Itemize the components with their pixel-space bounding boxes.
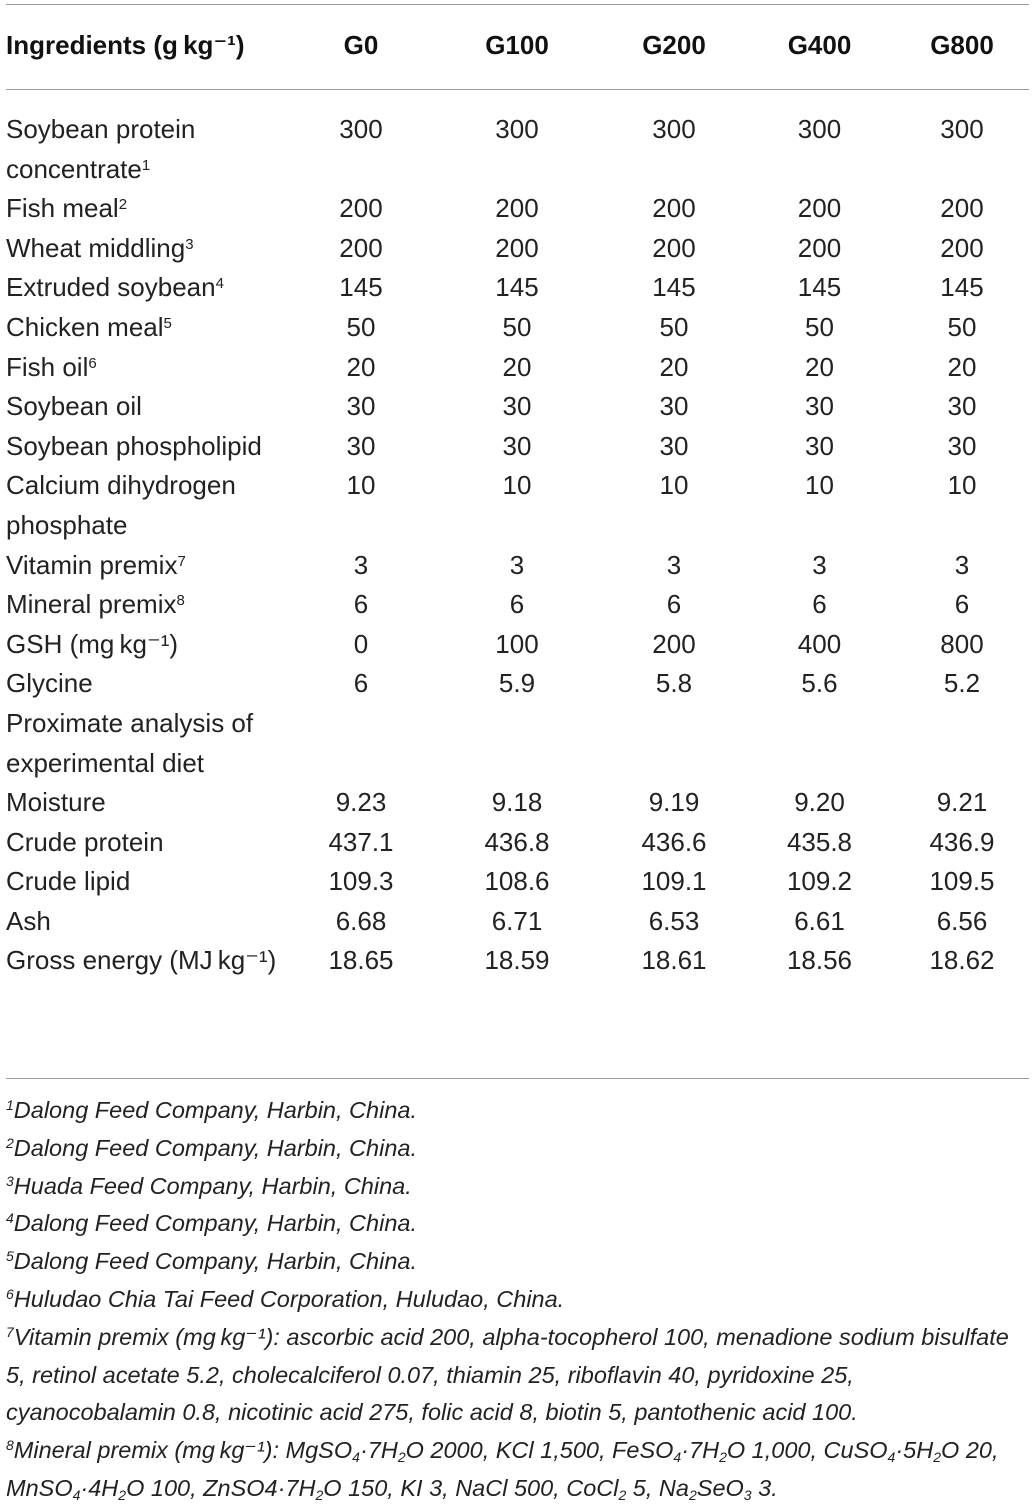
value-cell: 145: [797, 272, 842, 303]
value-cell: 30: [502, 430, 532, 461]
ingredient-label: [6, 189, 292, 229]
ingredient-label: [6, 546, 292, 586]
value-cell: 200: [652, 193, 696, 224]
value-cell: 400: [797, 628, 842, 659]
ingredient-label: [6, 823, 292, 863]
ingredient-label: [6, 704, 292, 783]
footnote-text: O 20, MnSO: [6, 1437, 999, 1501]
ingredient-name: Crude lipid: [6, 866, 131, 897]
footnote-marker: 3: [185, 235, 194, 253]
ingredient-name: Calcium dihydrogen phosphate: [6, 470, 236, 540]
value-cell: 50: [502, 311, 532, 342]
diet-composition-table: [6, 0, 1029, 981]
table-row: [6, 862, 1029, 902]
footnote-marker: 4: [215, 275, 224, 293]
footnote-marker: 7: [177, 552, 186, 570]
chemical-subscript: 2: [933, 1449, 942, 1466]
value-cell: 145: [940, 272, 984, 303]
table-row: [6, 189, 1029, 229]
footnote-marker: 6: [88, 354, 97, 372]
table-row: [6, 268, 1029, 308]
footnote-text: ·7H: [681, 1437, 720, 1464]
value-cell: 437.1: [328, 826, 394, 857]
value-cell: 435.8: [786, 826, 853, 857]
value-cell: 10: [947, 470, 977, 501]
value-cell: 30: [346, 430, 376, 461]
footnote-number: 2: [6, 1134, 14, 1151]
value-cell: 9.18: [491, 787, 543, 818]
footnote: [6, 1281, 1029, 1319]
value-cell: [744, 704, 895, 783]
value-cell: 145: [495, 272, 539, 303]
value-cell: 50: [659, 311, 689, 342]
chemical-subscript: 4: [72, 1486, 81, 1503]
value-cell: 200: [940, 193, 984, 224]
value-cell: 50: [947, 311, 977, 342]
value-cell: 50: [346, 311, 376, 342]
ingredient-label: [6, 585, 292, 625]
ingredient-label: [6, 625, 292, 665]
value-cell: 6: [509, 589, 525, 620]
ingredient-name: Soybean phospholipid: [6, 430, 262, 461]
value-cell: 109.3: [328, 866, 394, 897]
value-cell: 20: [346, 351, 376, 382]
value-cell: 436.9: [929, 826, 995, 857]
ingredient-label: [6, 466, 292, 545]
ingredient-label: [6, 387, 292, 427]
chemical-subscript: 2: [315, 1486, 324, 1503]
column-header-g0: G0: [343, 30, 379, 60]
footnote-number: 8: [6, 1437, 14, 1454]
value-cell: 18.65: [328, 945, 394, 976]
value-cell: 100: [495, 628, 539, 659]
ingredient-name: Glycine: [6, 668, 93, 699]
value-cell: 30: [659, 430, 689, 461]
value-cell: 10: [346, 470, 376, 501]
value-cell: 30: [346, 391, 376, 422]
table-row: [6, 823, 1029, 863]
ingredient-label: [6, 308, 292, 348]
value-cell: 30: [947, 430, 977, 461]
table-row: [6, 704, 1029, 783]
value-cell: [895, 704, 1029, 783]
value-cell: 10: [659, 470, 689, 501]
ingredient-name: Ash: [6, 905, 51, 936]
footnote-marker: 1: [141, 156, 151, 174]
value-cell: 6.71: [491, 905, 543, 936]
value-cell: 20: [805, 351, 834, 382]
ingredient-name: Soybean protein concentrate: [6, 114, 196, 184]
value-cell: 10: [805, 470, 834, 501]
table-row: [6, 387, 1029, 427]
value-cell: 436.6: [641, 826, 707, 857]
value-cell: 18.62: [929, 945, 995, 976]
value-cell: 200: [339, 193, 383, 224]
ingredient-name: Crude protein: [6, 826, 164, 857]
footnote-text: Dalong Feed Company, Harbin, China.: [13, 1210, 417, 1237]
value-cell: 20: [947, 351, 977, 382]
ingredient-name: Moisture: [6, 787, 106, 818]
chemical-subscript: 2: [397, 1449, 406, 1466]
value-cell: 200: [940, 232, 984, 263]
table-row: [6, 783, 1029, 823]
footnote-number: 1: [6, 1097, 14, 1113]
value-cell: 6: [353, 589, 369, 620]
footnote-text: Dalong Feed Company, Harbin, China.: [13, 1248, 417, 1275]
table-row: [6, 308, 1029, 348]
ingredient-name: Fish meal: [6, 193, 119, 224]
ingredient-name: Fish oil: [6, 351, 89, 382]
ingredient-name: Gross energy (MJ kg⁻¹): [6, 945, 277, 976]
value-cell: 5.2: [943, 668, 981, 699]
value-cell: 800: [940, 628, 984, 659]
table-row: [6, 229, 1029, 269]
footnote-marker: 5: [163, 314, 172, 332]
table-row: [6, 585, 1029, 625]
ingredient-label: [6, 783, 292, 823]
ingredient-label: [6, 90, 292, 189]
column-header-g400: G400: [787, 30, 852, 60]
column-header-g200: G200: [642, 30, 706, 60]
value-cell: 109.1: [641, 866, 707, 897]
value-cell: 145: [652, 272, 696, 303]
value-cell: 10: [502, 470, 532, 501]
value-cell: 9.19: [648, 787, 700, 818]
footnote-number: 7: [6, 1323, 14, 1340]
value-cell: 3: [954, 549, 970, 580]
footnote-text: 5, Na: [626, 1474, 689, 1501]
column-header-g800: G800: [930, 30, 994, 60]
chemical-subscript: 4: [887, 1449, 896, 1466]
value-cell: 6: [954, 589, 970, 620]
value-cell: 6: [666, 589, 682, 620]
ingredient-label: [6, 862, 292, 902]
value-cell: 3: [509, 549, 525, 580]
value-cell: 6.61: [794, 905, 845, 936]
value-cell: 5.9: [498, 668, 536, 699]
ingredient-label: [6, 664, 292, 704]
value-cell: 30: [502, 391, 532, 422]
footnote-text: O 1,000, CuSO: [726, 1437, 888, 1464]
table-row: [6, 546, 1029, 586]
footnote-number: 5: [6, 1248, 14, 1265]
ingredient-label: [6, 941, 292, 981]
ingredient-name: GSH (mg kg⁻¹): [6, 628, 179, 659]
footnote-text: Mineral premix (mg kg⁻¹): MgSO: [13, 1437, 353, 1464]
value-cell: 6: [353, 668, 369, 699]
value-cell: 9.23: [335, 787, 387, 818]
footnote-marker: 2: [118, 196, 128, 214]
chemical-subscript: 2: [688, 1486, 697, 1503]
value-cell: 300: [940, 114, 984, 144]
value-cell: 50: [805, 311, 834, 342]
chemical-subscript: 2: [719, 1449, 727, 1466]
value-cell: 30: [805, 430, 834, 461]
value-cell: 145: [339, 272, 383, 303]
footnote: [6, 1130, 1029, 1168]
table-header-row: [6, 0, 1029, 90]
footnote-text: 3.: [751, 1474, 778, 1501]
footnote-text: O 2000, KCl 1,500, FeSO: [405, 1437, 674, 1464]
table-row: [6, 348, 1029, 388]
footnote-mineral-premix: [6, 1432, 1029, 1508]
footnote-number: 3: [6, 1172, 14, 1189]
value-cell: 0: [353, 628, 369, 659]
value-cell: 300: [339, 114, 383, 144]
footnote-text: ·5H: [895, 1437, 934, 1464]
footnote-marker: 8: [176, 592, 185, 610]
value-cell: 9.21: [936, 787, 988, 818]
value-cell: [292, 704, 430, 783]
footnote: [6, 1205, 1029, 1243]
chemical-subscript: 2: [618, 1486, 627, 1503]
chemical-subscript: 4: [673, 1449, 682, 1466]
value-cell: 5.8: [655, 668, 693, 699]
value-cell: 300: [652, 114, 696, 144]
value-cell: 6: [812, 589, 827, 620]
column-header-g100: G100: [485, 30, 549, 60]
ingredient-name: Chicken meal: [6, 311, 164, 342]
table-row: [6, 664, 1029, 704]
footnote-text: SeO: [696, 1474, 744, 1501]
ingredient-label: [6, 427, 292, 467]
value-cell: 3: [812, 549, 827, 580]
footnote-text: Dalong Feed Company, Harbin, China.: [13, 1134, 417, 1161]
value-cell: 300: [495, 114, 539, 144]
value-cell: 108.6: [484, 866, 550, 897]
footnote-text: Vitamin premix (mg kg⁻¹): ascorbic acid 200, alpha-tocopherol 100, menadione sodium bisulfate 5, retinol acetate 5.2, cholecalciferol 0.07, thiamin 25, riboflavin 40, pyridoxine 25, cyanocobalamin 0.8, nicotinic acid 275, folic acid 8, biotin 5, pantothenic acid 100.: [6, 1323, 1009, 1426]
value-cell: 200: [797, 193, 842, 224]
value-cell: 6.53: [648, 905, 700, 936]
ingredient-label: [6, 348, 292, 388]
value-cell: 200: [652, 628, 696, 659]
value-cell: 30: [659, 391, 689, 422]
footnote: [6, 1243, 1029, 1281]
value-cell: 200: [797, 232, 842, 263]
footnote-text: O 150, KI 3, NaCl 500, CoCl: [323, 1474, 619, 1501]
value-cell: [430, 704, 604, 783]
value-cell: 18.61: [641, 945, 707, 976]
value-cell: 30: [805, 391, 834, 422]
table-row: [6, 466, 1029, 545]
ingredient-name: Proximate analysis of experimental diet: [6, 707, 254, 778]
value-cell: 6.56: [936, 905, 988, 936]
table-row: [6, 427, 1029, 467]
value-cell: 30: [947, 391, 977, 422]
value-cell: 20: [502, 351, 532, 382]
ingredient-label: [6, 902, 292, 942]
value-cell: 300: [797, 114, 842, 144]
ingredient-name: Extruded soybean: [6, 272, 216, 303]
ingredient-name: Wheat middling: [6, 232, 186, 263]
value-cell: 6.68: [335, 905, 387, 936]
value-cell: 20: [659, 351, 689, 382]
table-row: [6, 941, 1029, 981]
footnote: [6, 1168, 1029, 1206]
chemical-subscript: 3: [743, 1486, 752, 1503]
value-cell: 3: [666, 549, 682, 580]
footnote-text: Dalong Feed Company, Harbin, China.: [13, 1097, 417, 1123]
value-cell: 200: [495, 193, 539, 224]
table-body: [6, 90, 1029, 981]
table-footnotes: [6, 1092, 1029, 1508]
ingredient-name: Soybean oil: [6, 391, 142, 422]
footnote-text: Huludao Chia Tai Feed Corporation, Huludao, China.: [13, 1285, 565, 1312]
value-cell: 200: [495, 232, 539, 263]
value-cell: 436.8: [484, 826, 550, 857]
ingredient-label: [6, 268, 292, 308]
table-row: [6, 90, 1029, 189]
footnote-text: O 100, ZnSO4·7H: [126, 1474, 316, 1501]
value-cell: 9.20: [794, 787, 845, 818]
chemical-subscript: 2: [118, 1486, 127, 1503]
value-cell: 5.6: [801, 668, 838, 699]
value-cell: 109.5: [929, 866, 995, 897]
table-row: [6, 625, 1029, 665]
value-cell: 3: [353, 549, 369, 580]
column-header-ingredients: Ingredients (g kg⁻¹): [6, 30, 245, 60]
value-cell: 109.2: [786, 866, 853, 897]
value-cell: [604, 704, 744, 783]
footnote-text: Huada Feed Company, Harbin, China.: [13, 1172, 412, 1199]
footnote: [6, 1092, 1029, 1130]
ingredient-name: Mineral premix: [6, 589, 177, 620]
footnote: [6, 1319, 1029, 1432]
footnote-number: 6: [6, 1285, 14, 1302]
value-cell: 200: [652, 232, 696, 263]
ingredient-label: [6, 229, 292, 269]
ingredient-name: Vitamin premix: [6, 549, 178, 580]
value-cell: 18.56: [786, 945, 853, 976]
value-cell: 200: [339, 232, 383, 263]
footnote-text: ·7H: [359, 1437, 398, 1464]
table-footer-rule: [6, 1078, 1029, 1079]
table-row: [6, 902, 1029, 942]
chemical-subscript: 4: [352, 1449, 360, 1466]
footnote-text: ·4H: [80, 1474, 119, 1501]
value-cell: 18.59: [484, 945, 550, 976]
footnote-number: 4: [6, 1210, 14, 1227]
